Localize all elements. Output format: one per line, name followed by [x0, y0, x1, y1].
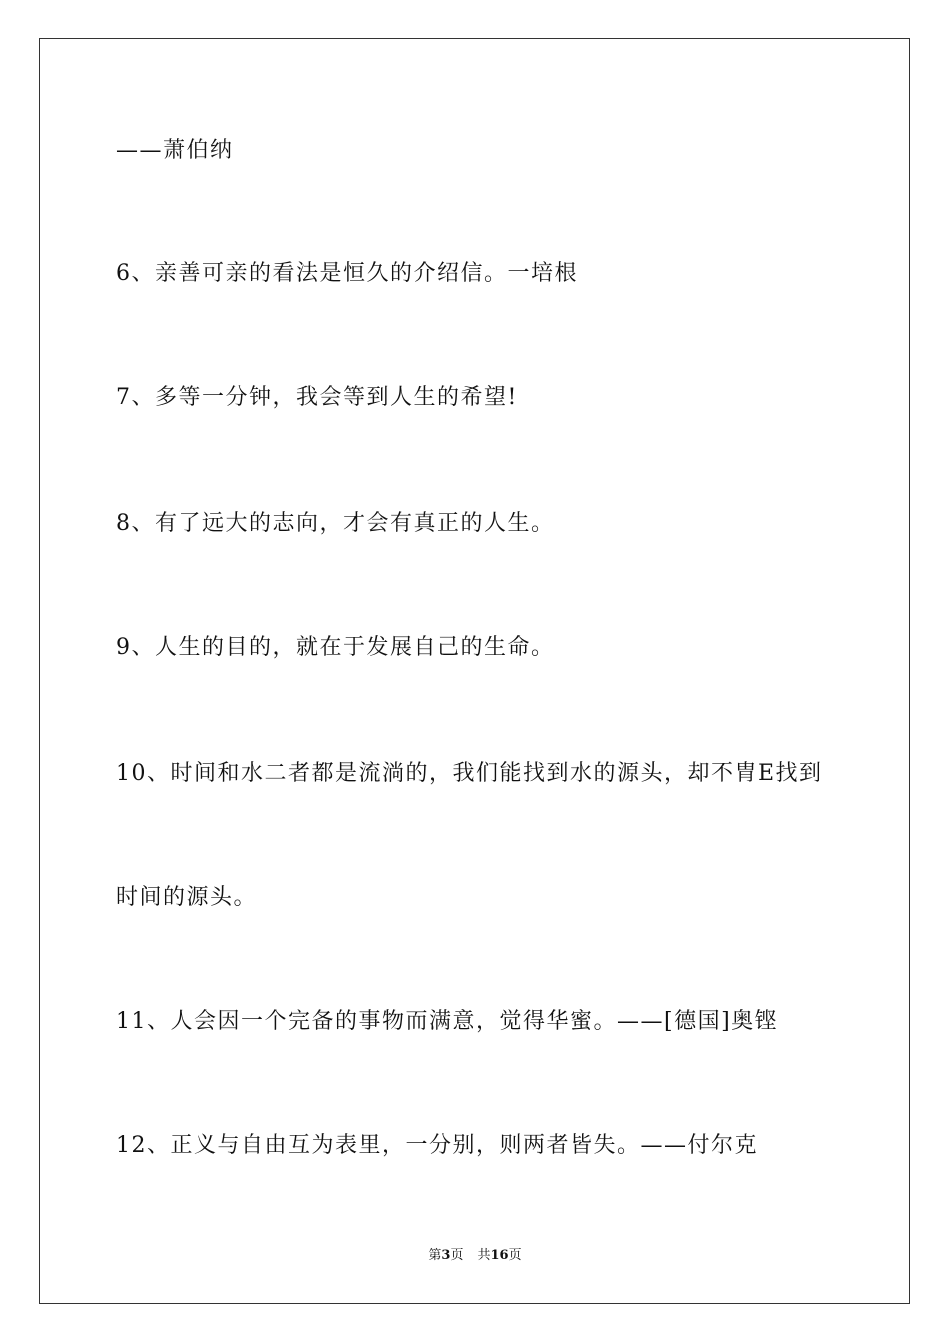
text-line-quote-7: 7、多等一分钟，我会等到人生的希望! [116, 385, 518, 410]
page-prefix: 第 [428, 1248, 442, 1263]
page-suffix: 页 [450, 1248, 464, 1263]
page-border [39, 38, 910, 1304]
text-line-quote-10-continued: 时间的源头。 [116, 885, 258, 910]
text-line-quote-12: 12、正义与自由互为表里，一分别，则两者皆失。——付尔克 [116, 1133, 758, 1158]
text-line-quote-6: 6、亲善可亲的看法是恒久的介绍信。一培根 [116, 261, 578, 286]
text-line-quote-8: 8、有了远大的志向，才会有真正的人生。 [116, 511, 555, 536]
text-line-quote-9: 9、人生的目的，就在于发展自己的生命。 [116, 635, 555, 660]
text-line-quote-11: 11、人会因一个完备的事物而满意，觉得华蜜。——[德国]奥铿 [116, 1009, 779, 1034]
total-pages-number: 16 [490, 1248, 509, 1263]
total-suffix: 页 [508, 1248, 522, 1263]
current-page-number: 3 [441, 1248, 451, 1263]
text-line-quote-10: 10、时间和水二者都是流淌的，我们能找到水的源头，却不胄E找到 [116, 761, 823, 786]
total-prefix: 共 [477, 1248, 491, 1263]
text-line-attribution: ——萧伯纳 [116, 138, 234, 163]
page-footer [0, 1247, 950, 1265]
